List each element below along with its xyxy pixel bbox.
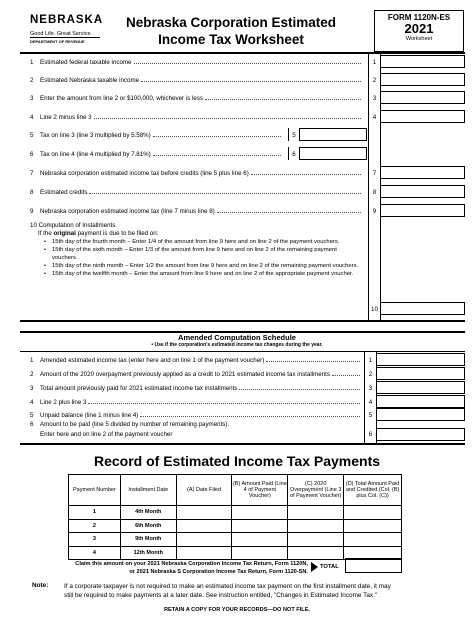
line-number: 6 [30,421,34,428]
col-payment-number: Payment Number [69,475,121,506]
line-number: 9 [30,208,34,215]
logo-tagline: Good Life. Great Service. [30,31,93,37]
line-number: 1 [30,59,34,66]
leader-dots [239,385,360,390]
line-10-title [30,222,117,229]
form-type: Worksheet [405,36,433,42]
total-amount-cell[interactable] [344,506,402,520]
payment-number: 2 [69,519,121,533]
overpayment-cell[interactable] [288,533,344,547]
amended-line-2-amount[interactable] [376,367,465,380]
line-label: Enter the amount from line 2 or $100,000, whichever is less [40,95,204,102]
section-rule [20,320,465,322]
line-1-box-number: 1 [372,59,377,66]
line-label: Amount to be paid (line 5 divided by number of remaining payments). [40,421,230,428]
amended-line-2 [30,371,362,378]
amended-line-2-box-number: 2 [368,371,373,378]
bullet-item: • 15th day of the sixth month – Enter 1/3 of the amount from line 9 here and on line 2 of the remaining payment vouchers. [44,247,362,262]
form-number: FORM 1120N-ES [387,13,451,22]
line-2 [30,77,363,84]
leader-dots [266,357,360,362]
leader-dots [251,170,361,175]
form-year: 2021 [404,21,434,36]
installment-date: 9th Month [120,533,176,547]
line-label: Unpaid balance (line 1 minus line 4) [40,412,139,419]
line-5-box-number: 5 [292,132,296,139]
line-9-amount[interactable] [380,204,465,217]
amended-line-3-amount[interactable] [376,381,465,394]
date-filed-cell[interactable] [176,506,232,520]
leader-dots [153,151,281,156]
overpayment-cell[interactable] [288,506,344,520]
amended-line-4-box-number: 4 [368,399,373,406]
line-3-amount[interactable] [380,91,465,104]
line-number: 4 [30,399,34,406]
payment-rows [69,506,402,560]
line-label: Nebraska corporation estimated income tax (line 7 minus line 8) [40,208,215,215]
leader-dots [140,412,360,417]
line-label: Computation of Installments. [38,222,118,229]
line-9 [30,208,363,215]
date-filed-cell[interactable] [176,546,232,560]
arrow-right-icon [311,562,318,572]
line-8-box-number: 8 [372,189,377,196]
line-7-box-number: 7 [372,170,377,177]
bullet-item: • 15th day of the ninth month – Enter 1/2 the amount from line 9 here and on line 2 of the remaining payment vouchers. [44,262,359,269]
form-id-box [374,10,464,52]
line-10-intro [38,230,158,237]
total-amount-cell[interactable] [344,519,402,533]
line-number: 3 [30,95,34,102]
leader-dots [332,371,360,376]
line-1-amount[interactable] [380,55,465,68]
line-2-box-number: 2 [372,77,377,84]
amended-title: Amended Computation Schedule [178,333,296,342]
leader-dots [134,59,362,64]
payment-number: 3 [69,533,121,547]
note-line-2: still be required to make payments at a later date. See instruction entitled, "Changes in Estimated Income Tax." [64,592,378,599]
line-number: 4 [30,114,34,121]
amended-line-1 [30,357,362,364]
overpayment-cell[interactable] [288,546,344,560]
amended-line-3 [30,385,362,392]
line-7 [30,170,363,177]
note-line-1: If a corporate taxpayer is not required to make an estimated income tax payment on the first installment date, it may [64,583,391,590]
note-text [64,582,464,600]
line-6-amount[interactable] [299,147,367,160]
amended-line-3-box-number: 3 [368,385,373,392]
line-label: Tax on line 4 (line 4 multiplied by 7.81%) [40,151,151,158]
payment-number: 4 [69,546,121,560]
line-label: Line 2 plus line 3 [40,399,87,406]
amended-subtitle: • Use if the corporation's estimated income tax changes during the year. [151,342,323,348]
amended-rule [20,351,465,352]
line-4 [30,114,363,121]
line-4-box-number: 4 [372,114,377,121]
line-label: Amount of the 2020 overpayment previously applied as a credit to 2021 estimated income tax installments [40,371,330,378]
line-9-box-number: 9 [372,208,377,215]
table-row [69,519,402,533]
amount-paid-cell[interactable] [232,506,288,520]
intro-pre: If the [38,230,54,237]
line-number: 6 [30,151,34,158]
line-number: 10 [30,222,37,229]
logo-dept: DEPARTMENT OF REVENUE [30,39,85,44]
installment-date: 6th Month [120,519,176,533]
total-amount-cell[interactable] [344,533,402,547]
line-7-amount[interactable] [380,166,465,179]
amended-line-6-cont: Enter here and on line 2 of the payment voucher [40,431,173,438]
leader-dots [217,208,361,213]
overpayment-cell[interactable] [288,519,344,533]
line-number: 3 [30,385,34,392]
leader-dots [89,189,361,194]
intro-post: payment is due to be filed on: [75,230,159,237]
payment-number: 1 [69,506,121,520]
bullet-text: 15th day of the ninth month – Enter 1/2 the amount from line 9 here and on line 2 of the remaining payment vouchers. [52,262,359,269]
date-filed-cell[interactable] [176,519,232,533]
line-number: 2 [30,77,34,84]
line-label: Line 2 minus line 3 [40,114,92,121]
line-2-amount[interactable] [380,73,465,86]
line-3 [30,95,363,102]
line-10-amount[interactable] [380,302,465,315]
intro-bold: original [53,230,76,237]
line-label: Estimated federal taxable income [40,59,132,66]
title-line-1: Nebraska Corporation Estimated [125,15,337,30]
line-label: Estimated Nebraska taxable income [40,77,140,84]
line-number: 5 [30,132,34,139]
leader-dots [205,95,361,100]
amended-line-4-amount[interactable] [376,395,465,408]
table-row [69,506,402,520]
line-label: Total amount previously paid for 2021 estimated income tax installments [40,385,238,392]
line-number: 8 [30,189,34,196]
installment-bullets [44,239,362,278]
line-6-box-number: 6 [292,151,296,158]
line-number: 7 [30,170,34,177]
line-6 [30,151,283,158]
claim-line-1: Claim this amount on your 2021 Nebraska Corporation Income Tax Return, Form 1120N, [75,561,308,567]
amended-line-4 [30,399,362,406]
amended-line-1-box-number: 1 [368,357,373,364]
line-10-box-number: 10 [371,306,378,313]
col-installment-date: Installment Date [120,475,176,506]
amended-line-5-box-number: 5 [368,412,373,419]
installment-date: 4th Month [120,506,176,520]
logo-name: NEBRASKA [30,14,104,26]
claim-instructions [40,561,308,576]
amended-line-6 [30,421,229,428]
line-label: Nebraska corporation estimated income tax before credits (line 5 plus line 6) [40,170,249,177]
line-5-amount[interactable] [299,128,367,141]
line-label: Estimated credits [40,189,88,196]
line-number: 5 [30,412,34,419]
line-5 [30,132,283,139]
logo-rule [30,37,100,38]
footer-retain-notice: RETAIN A COPY FOR YOUR RECORDS—DO NOT FILE. [164,607,310,613]
leader-dots [141,77,361,82]
amended-box-column-rule [364,351,365,443]
line-3-box-number: 3 [372,95,377,102]
amended-line-5 [30,412,362,419]
line-label: Amended estimated income tax (enter here and on line 1 of the payment voucher) [40,357,265,364]
line-number: 1 [30,357,34,364]
date-filed-cell[interactable] [176,533,232,547]
line-8-amount[interactable] [380,185,465,198]
col-date-filed: (A) Date Filed [176,475,232,506]
amount-paid-cell[interactable] [232,546,288,560]
total-amount-field[interactable] [345,558,402,573]
installment-date: 12th Month [120,546,176,560]
bullet-text: 15th day of the sixth month – Enter 1/3 of the amount from line 9 here and on line 2 of the remaining payment vouchers. [51,247,337,261]
amount-paid-cell[interactable] [232,519,288,533]
total-label: TOTAL [320,564,339,570]
col-overpayment: (C) 2020 Overpayment (Line 3 of Payment Voucher) [288,475,344,506]
table-row [69,533,402,547]
line-1 [30,59,363,66]
bullet-text: 15th day of the twelfth month – Enter the amount from line 9 here and on line 2 of the appropriate payment voucher. [52,271,354,278]
table-header-row [69,475,402,506]
title-line-2: Income Tax Worksheet [158,32,304,47]
line-4-amount[interactable] [380,110,465,123]
header-rule [20,52,465,54]
amended-line-6-box-number: 6 [368,431,373,438]
leader-dots [153,132,281,137]
leader-dots [94,114,361,119]
col-amount-paid: (B) Amount Paid (Line 4 of Payment Voucher) [232,475,288,506]
line-label: Tax on line 3 (line 3 multiplied by 5.58%) [40,132,151,139]
bullet-item: • 15th day of the fourth month – Enter 1/4 of the amount from line 9 here and on line 2 of the payment vouchers. [44,239,340,245]
line-8 [30,189,363,196]
line-number: 2 [30,371,34,378]
payment-record-table [68,474,402,560]
claim-line-2: or 2021 Nebraska S Corporation Income Tax Return, Form 1120-SN. [129,568,308,575]
record-title: Record of Estimated Income Tax Payments [93,453,381,469]
bullet-text: 15th day of the fourth month – Enter 1/4 of the amount from line 9 here and on line 2 of the payment vouchers. [52,239,340,245]
box-column-rule [368,52,369,320]
bullet-item: • 15th day of the twelfth month – Enter the amount from line 9 here and on line 2 of the appropriate payment voucher. [44,271,354,278]
amended-bottom-rule [20,443,465,445]
page-title [104,14,358,48]
amended-line-1-amount[interactable] [376,353,465,366]
amended-line-5-amount[interactable] [376,408,465,421]
leader-dots [88,399,360,404]
amended-line-6-amount[interactable] [376,428,465,441]
col-total-amount: (D) Total Amount Paid and Credited (Col. (B) plus Col. (C)) [344,475,402,506]
amount-paid-cell[interactable] [232,533,288,547]
note-label: Note: [32,582,49,589]
